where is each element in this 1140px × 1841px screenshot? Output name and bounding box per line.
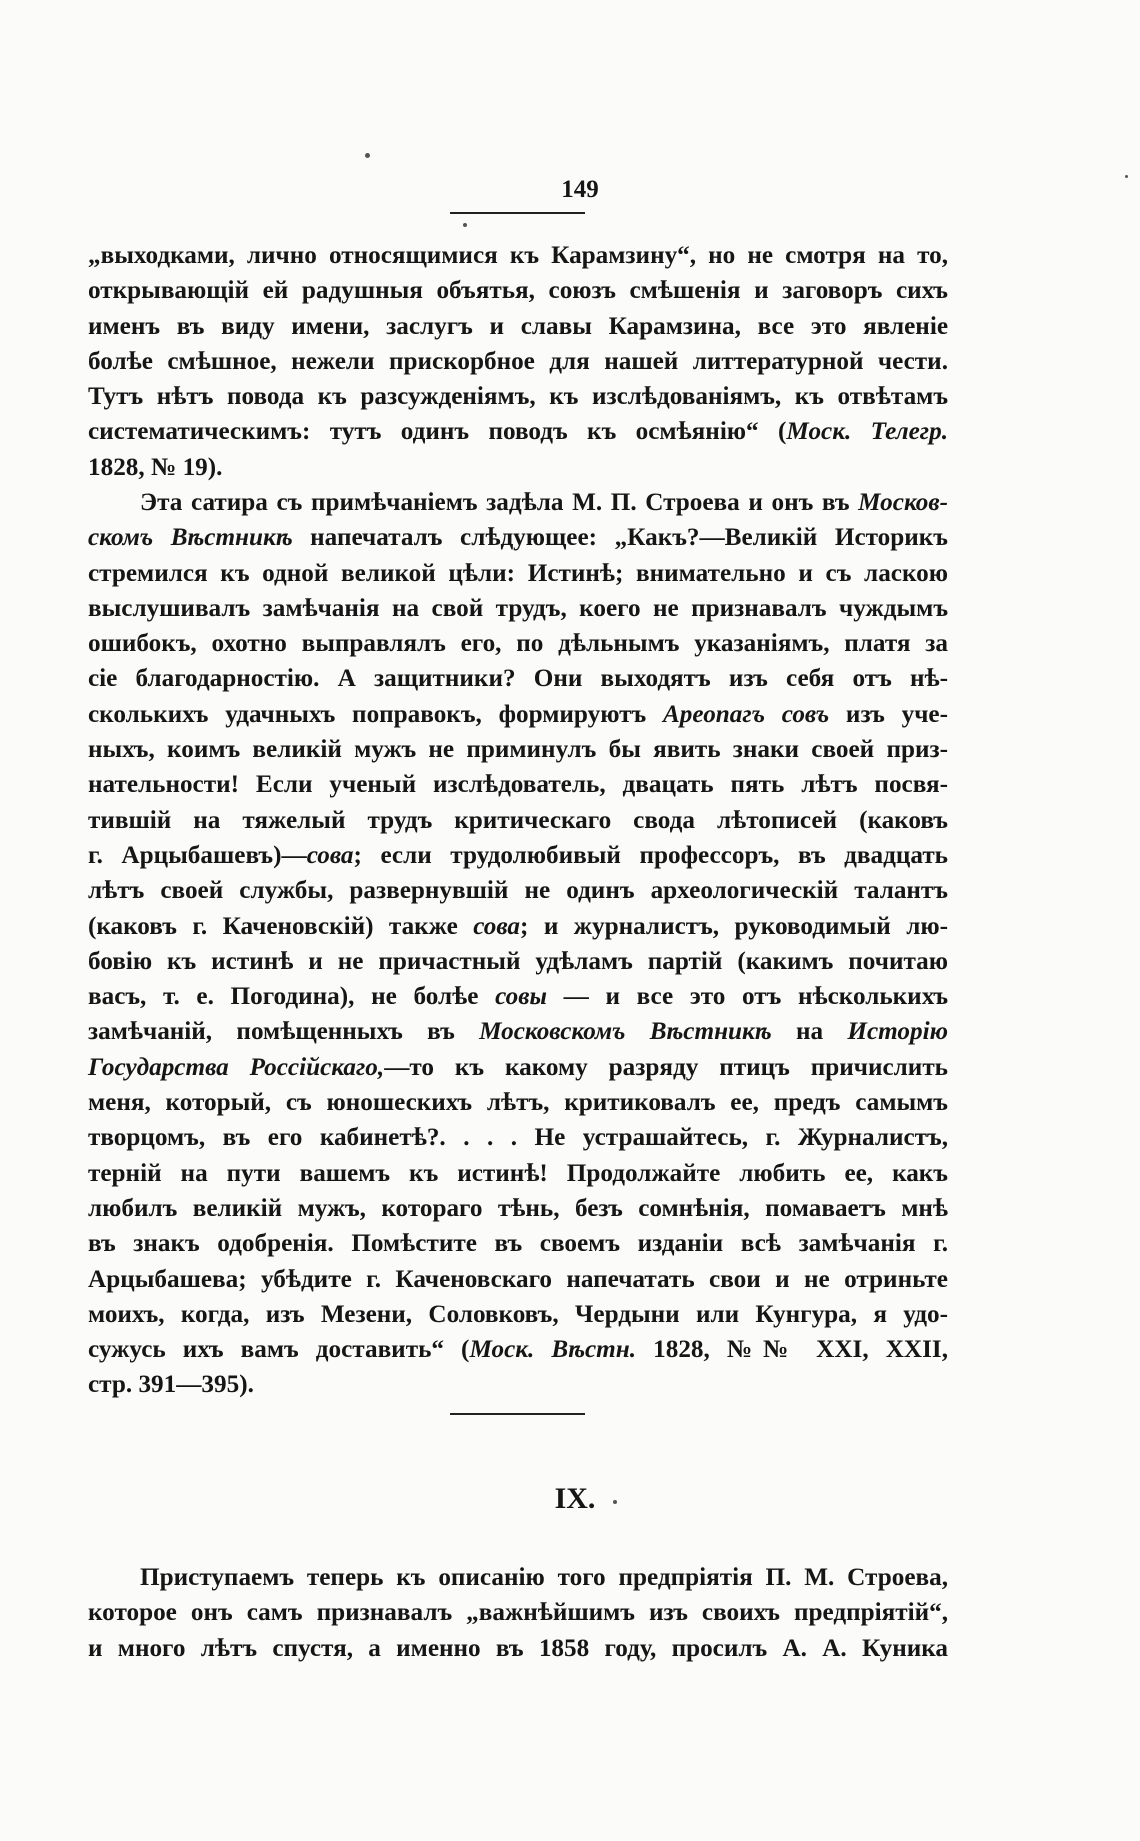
- text-line: [88, 414, 948, 449]
- text-run: которое онъ самъ признавалъ „важнѣйшимъ изъ своихъ предпріятій“,: [88, 1599, 948, 1627]
- text-run: стремился къ одной великой цѣли: Истинѣ; внимательно и съ ласкою: [88, 559, 948, 587]
- text-run: 1828, № 19).: [88, 453, 223, 481]
- text-line: [88, 556, 948, 591]
- text-run: 1828, №№ XXI, XXII,: [636, 1336, 948, 1364]
- text-line: [88, 873, 948, 908]
- italic-reference: Московскомъ Вѣстникѣ: [479, 1018, 772, 1046]
- text-line: [88, 944, 948, 979]
- scan-speck: [365, 153, 370, 158]
- scan-speck: [463, 223, 467, 227]
- text-run: г. Арцыбашевъ)—: [88, 841, 307, 869]
- text-run: болѣе смѣшное, нежели прискорбное для нашей литтературной чести.: [88, 347, 948, 375]
- text-run: выслушивалъ замѣчанія на свой трудъ, коего не признавалъ чуждымъ: [88, 594, 948, 622]
- text-line: [88, 273, 948, 308]
- italic-reference: Исторію: [847, 1018, 948, 1046]
- text-line: [88, 379, 948, 414]
- text-line: [88, 485, 948, 520]
- text-run: ныхъ, коимъ великій мужъ не приминулъ бы явить знаки своей приз-: [88, 736, 948, 764]
- paragraph-2: [88, 485, 948, 1403]
- text-run: терній на пути вашемъ къ истинѣ! Продолжайте любить ее, какъ: [88, 1159, 948, 1187]
- text-line: [88, 1226, 948, 1261]
- italic-reference: сова: [473, 912, 521, 940]
- text-run: изъ уче-: [829, 700, 948, 728]
- text-line: [88, 1367, 948, 1402]
- text-line: [88, 661, 948, 696]
- text-run: нательности! Если ученый изслѣдователь, двацать пять лѣтъ посвя-: [88, 771, 948, 799]
- italic-reference: Москов-: [858, 489, 948, 516]
- text-run: сужусь ихъ вамъ доставить“ (: [88, 1336, 470, 1364]
- text-run: сколькихъ удачныхъ поправокъ, формируютъ: [88, 700, 663, 728]
- text-run: Тутъ нѣтъ повода къ разсужденіямъ, къ изслѣдованіямъ, къ отвѣтамъ: [88, 383, 948, 411]
- text-run: любилъ великій мужъ, котораго тѣнь, безъ сомнѣнія, помаваетъ мнѣ: [88, 1194, 948, 1222]
- text-line: [88, 697, 948, 732]
- paragraph-1: [88, 238, 948, 485]
- text-line: [88, 1297, 948, 1332]
- section-divider-rule: [450, 1413, 585, 1415]
- text-line: [88, 309, 948, 344]
- text-run: въ знакъ одобренія. Помѣстите въ своемъ изданіи всѣ замѣчанія г.: [88, 1230, 948, 1258]
- scan-speck: [1125, 175, 1128, 178]
- text-line: [88, 732, 948, 767]
- text-run: сіе благодарностію. А защитники? Они выходятъ изъ себя отъ нѣ-: [88, 665, 948, 693]
- text-line: [88, 591, 948, 626]
- text-run: ; и журналистъ, руководимый лю-: [520, 912, 948, 940]
- text-run: стр. 391—395).: [88, 1371, 254, 1399]
- page-number-rule: [450, 212, 585, 214]
- text-line: [88, 838, 948, 873]
- text-run: ; если трудолюбивый профессоръ, въ двадцать: [353, 841, 949, 869]
- text-run: открывающій ей радушныя объятья, союзъ смѣшенія и заговоръ сихъ: [88, 277, 948, 305]
- scan-speck: [613, 1500, 617, 1504]
- text-run: меня, который, съ юношескихъ лѣтъ, критиковалъ ее, предъ самымъ: [88, 1089, 948, 1117]
- text-line: [88, 626, 948, 661]
- text-line: [88, 767, 948, 802]
- text-run: Эта сатира съ примѣчаніемъ задѣла М. П. Строева и онъ въ: [140, 489, 859, 516]
- text-line: [88, 1050, 948, 1085]
- text-run: бовію къ истинѣ и не причастный удѣламъ партій (какимъ почитаю: [88, 947, 948, 975]
- text-run: лѣтъ своей службы, развернувшій не одинъ археологическій талантъ: [88, 877, 948, 905]
- paragraph-3: [88, 1560, 948, 1666]
- text-line: [88, 450, 948, 485]
- text-run: и много лѣтъ спустя, а именно въ 1858 году, просилъ А. А. Куника: [88, 1634, 948, 1662]
- text-run: тившій на тяжелый трудъ критическаго свода лѣтописей (каковъ: [88, 806, 948, 834]
- text-run: напечаталъ слѣдующее: „Какъ?—Великій Историкъ: [292, 524, 948, 552]
- text-line: [88, 344, 948, 379]
- text-line: [88, 520, 948, 555]
- text-line: [88, 1595, 948, 1630]
- text-run: замѣчаній, помѣщенныхъ въ: [88, 1018, 480, 1046]
- text-line: [88, 238, 948, 273]
- italic-reference: Моск. Вѣстн.: [469, 1336, 637, 1364]
- text-line: [88, 1014, 948, 1049]
- text-run: васъ, т. е. Погодина), не болѣе: [88, 983, 496, 1011]
- text-run: на: [771, 1018, 848, 1046]
- text-run: моихъ, когда, изъ Мезени, Соловковъ, Чердыни или Кунгура, я удо-: [88, 1300, 948, 1328]
- text-line: [88, 1191, 948, 1226]
- text-run: ошибокъ, охотно выправлялъ его, по дѣльнымъ указаніямъ, платя за: [88, 630, 948, 658]
- text-run: (каковъ г. Каченовскій) также: [88, 912, 474, 940]
- italic-reference: скомъ Вѣстникѣ: [88, 524, 293, 552]
- text-run: именъ въ виду имени, заслугъ и славы Карамзина, все это явленіе: [88, 312, 948, 340]
- text-run: „выходками, лично относящимися къ Карамзину“, но не смотря на то,: [88, 242, 948, 269]
- text-run: систематическимъ: тутъ одинъ поводъ къ осмѣянію“ (: [88, 418, 787, 446]
- text-line: [88, 1631, 948, 1666]
- text-run: Арцыбашева; убѣдите г. Каченовскаго напечатать свои и не отриньте: [88, 1265, 948, 1293]
- page-number: 149: [561, 176, 599, 203]
- text-line: [88, 1156, 948, 1191]
- text-line: [88, 1332, 948, 1367]
- text-run: —то къ какому разряду птицъ причислить: [384, 1053, 949, 1081]
- text-line: [88, 1120, 948, 1155]
- text-line: [88, 909, 948, 944]
- text-line: [88, 979, 948, 1014]
- text-run: творцомъ, въ его кабинетѣ?. . . . Не устрашайтесь, г. Журналистъ,: [88, 1124, 948, 1152]
- text-line: [88, 1085, 948, 1120]
- italic-reference: совы: [495, 983, 547, 1011]
- section-heading: IX.: [554, 1482, 596, 1515]
- text-line: [88, 803, 948, 838]
- text-run: Приступаемъ теперь къ описанію того предпріятія П. М. Строева,: [140, 1564, 948, 1591]
- text-line: [88, 1560, 948, 1595]
- text-run: — и все это отъ нѣсколькихъ: [546, 983, 949, 1011]
- italic-reference: сова: [306, 841, 354, 869]
- italic-reference: Государства Россійскаго,: [88, 1053, 385, 1081]
- italic-reference: Ареопагъ совъ: [662, 700, 830, 728]
- italic-reference: Моск. Телегр.: [786, 418, 948, 446]
- text-line: [88, 1262, 948, 1297]
